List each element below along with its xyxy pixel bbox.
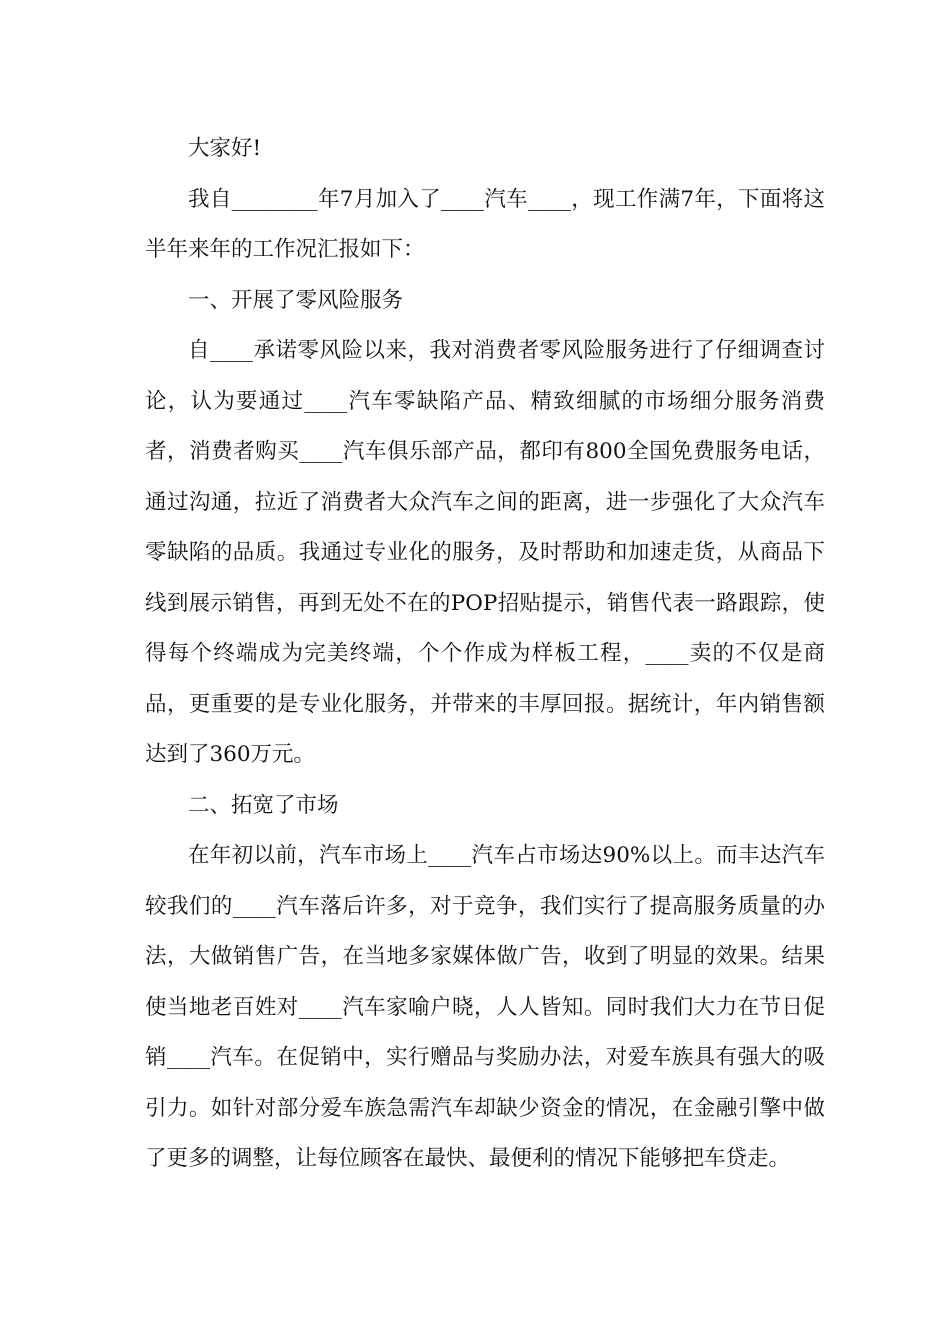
greeting: 大家好! [188, 136, 262, 161]
section-1-paragraph: 自____承诺零风险以来，我对消费者零风险服务进行了仔细调查讨论，认为要通过____汽车零缺陷产品、精致细腻的市场细分服务消费者，消费者购买____汽车俱乐部产品，都印有800全国免费服务电话，通过沟通，拉近了消费者大众汽车之间的距离，进一步强化了大众汽车零缺陷的品质。我通过专业化的服务，及时帮助和加速走货，从商品下线到展示销售，再到无处不在的POP招贴提示，销售代表一路跟踪，使得每个终端成为完美终端，个个作成为样板工程，____卖的不仅是商品，更重要的是专业化服务，并带来的丰厚回报。据统计，年内销售额达到了360万元。 [145, 338, 825, 767]
document-body [145, 124, 825, 1185]
section-1-heading: 一、开展了零风险服务 [188, 287, 404, 313]
intro-paragraph: 我自________年7月加入了____汽车____，现工作满7年，下面将这半年来年的工作况汇报如下： [145, 186, 825, 262]
section-2-paragraph: 在年初以前，汽车市场上____汽车占市场达90%以上。而丰达汽车较我们的____汽车落后许多，对于竞争，我们实行了提高服务质量的办法，大做销售广告，在当地多家媒体做广告，收到了明显的效果。结果使当地老百姓对____汽车家喻户晓，人人皆知。同时我们大力在节日促销____汽车。在促销中，实行赠品与奖励办法，对爱车族具有强大的吸引力。如针对部分爱车族急需汽车却缺少资金的情况，在金融引擎中做了更多的调整，让每位顾客在最快、最便利的情况下能够把车贷走。 [145, 843, 825, 1171]
section-2-heading: 二、拓宽了市场 [188, 792, 339, 818]
